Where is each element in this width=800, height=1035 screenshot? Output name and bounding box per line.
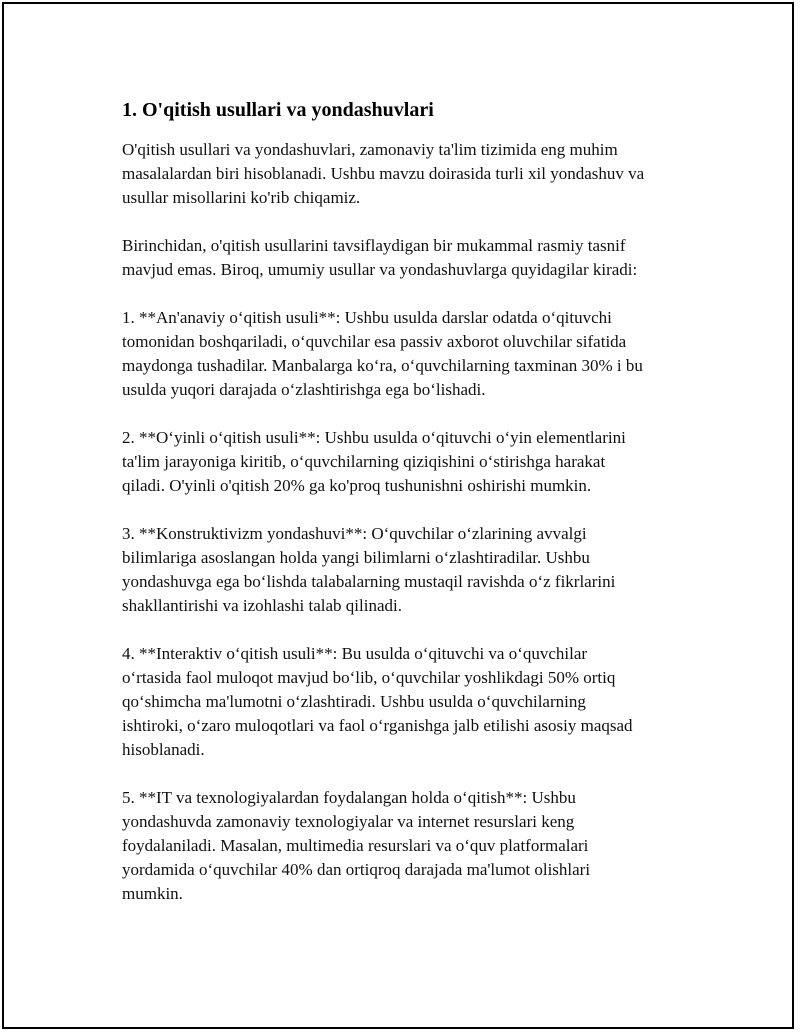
text-line: 5. **IT va texnologiyalardan foydalangan holda o‘qitish**: Ushbu bbox=[122, 788, 576, 807]
text-line: 1. **An'anaviy o‘qitish usuli**: Ushbu usulda darslar odatda o‘qituvchi bbox=[122, 308, 612, 327]
text-line: mavjud emas. Biroq, umumiy usullar va yondashuvlarga quyidagilar kiradi: bbox=[122, 260, 638, 279]
text-line: ta'lim jarayoniga kiritib, o‘quvchilarning qiziqishini o‘stirishga harakat bbox=[122, 452, 606, 471]
section-heading: 1. O'qitish usullari va yondashuvlari bbox=[122, 99, 434, 121]
classification-paragraph bbox=[122, 234, 702, 282]
page-frame bbox=[2, 2, 794, 1029]
method-item-5 bbox=[122, 786, 702, 906]
text-line: yondashuvga ega bo‘lishda talabalarning mustaqil ravishda o‘z fikrlarini bbox=[122, 572, 616, 591]
text-line: O'qitish usullari va yondashuvlari, zamonaviy ta'lim tizimida eng muhim bbox=[122, 140, 618, 159]
text-line: ishtiroki, o‘zaro muloqotlari va faol o‘rganishga jalb etilishi asosiy maqsad bbox=[122, 716, 633, 735]
text-line: hisoblanadi. bbox=[122, 740, 205, 759]
text-line: qo‘shimcha ma'lumotni o‘zlashtiradi. Ushbu usulda o‘quvchilarning bbox=[122, 692, 586, 711]
text-line: maydonga tushadilar. Manbalarga ko‘ra, o‘quvchilarning taxminan 30% i bu bbox=[122, 356, 643, 375]
text-line: Birinchidan, o'qitish usullarini tavsiflaydigan bir mukammal rasmiy tasnif bbox=[122, 236, 626, 255]
text-line: o‘rtasida faol muloqot mavjud bo‘lib, o‘quvchilar yoshlikdagi 50% ortiq bbox=[122, 668, 616, 687]
text-line: shakllantirishi va izohlashi talab qilinadi. bbox=[122, 596, 402, 615]
text-line: tomonidan boshqariladi, o‘quvchilar esa passiv axborot oluvchilar sifatida bbox=[122, 332, 627, 351]
text-line: yordamida o‘quvchilar 40% dan ortiqroq darajada ma'lumot olishlari bbox=[122, 860, 591, 879]
text-line: qiladi. O'yinli o'qitish 20% ga ko'proq tushunishni oshirishi mumkin. bbox=[122, 476, 592, 495]
method-item-4 bbox=[122, 642, 702, 762]
method-item-3 bbox=[122, 522, 702, 618]
method-item-2 bbox=[122, 426, 702, 498]
intro-paragraph bbox=[122, 138, 702, 210]
text-line: yondashuvda zamonaviy texnologiyalar va internet resurslari keng bbox=[122, 812, 575, 831]
text-line: 2. **O‘yinli o‘qitish usuli**: Ushbu usulda o‘qituvchi o‘yin elementlarini bbox=[122, 428, 626, 447]
text-line: bilimlariga asoslangan holda yangi bilimlarni o‘zlashtiradilar. Ushbu bbox=[122, 548, 590, 567]
method-item-1 bbox=[122, 306, 702, 402]
text-line: masalalardan biri hisoblanadi. Ushbu mavzu doirasida turli xil yondashuv va bbox=[122, 164, 645, 183]
text-line: usulda yuqori darajada o‘zlashtirishga ega bo‘lishadi. bbox=[122, 380, 486, 399]
text-line: foydalaniladi. Masalan, multimedia resurslari va o‘quv platformalari bbox=[122, 836, 589, 855]
text-line: 3. **Konstruktivizm yondashuvi**: O‘quvchilar o‘zlarining avvalgi bbox=[122, 524, 587, 543]
text-line: usullar misollarini ko'rib chiqamiz. bbox=[122, 188, 361, 207]
text-line: mumkin. bbox=[122, 884, 183, 903]
text-line: 4. **Interaktiv o‘qitish usuli**: Bu usulda o‘qituvchi va o‘quvchilar bbox=[122, 644, 588, 663]
document-body bbox=[122, 96, 702, 930]
